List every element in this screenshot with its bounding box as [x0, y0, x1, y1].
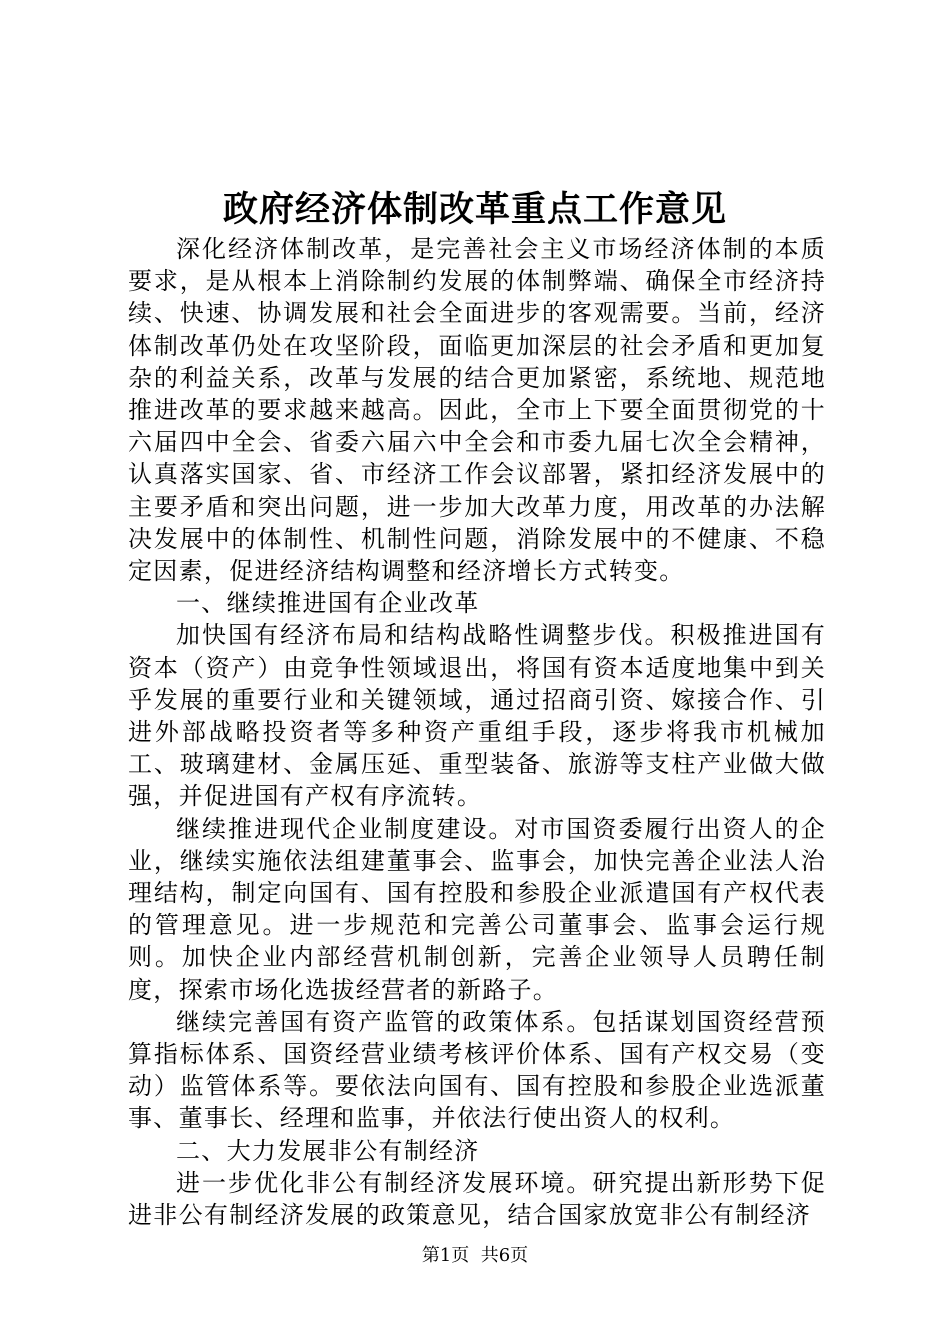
document-body — [128, 233, 826, 1231]
paragraph-2-1: 进一步优化非公有制经济发展环境。研究提出新形势下促进非公有制经济发展的政策意见，结合国家放宽非公有制经济 — [128, 1168, 826, 1230]
page-total: 共6页 — [480, 1245, 529, 1266]
page-footer — [0, 1244, 950, 1268]
page-number: 第1页 — [421, 1245, 470, 1266]
paragraph-intro: 深化经济体制改革，是完善社会主义市场经济体制的本质要求，是从根本上消除制约发展的体制弊端、确保全市经济持续、快速、协调发展和社会全面进步的客观需要。当前，经济体制改革仍处在攻坚阶段，面临更加深层的社会矛盾和更加复杂的利益关系，改革与发展的结合更加紧密，系统地、规范地推进改革的要求越来越高。因此，全市上下要全面贯彻党的十六届四中全会、省委六届六中全会和市委九届七次全会精神，认真落实国家、省、市经济工作会议部署，紧扣经济发展中的主要矛盾和突出问题，进一步加大改革力度，用改革的办法解决发展中的体制性、机制性问题，消除发展中的不健康、不稳定因素，促进经济结构调整和经济增长方式转变。 — [128, 235, 826, 586]
paragraph-1-3: 继续完善国有资产监管的政策体系。包括谋划国资经营预算指标体系、国资经营业绩考核评价体系、国有产权交易（变动）监管体系等。要依法向国有、国有控股和参股企业选派董事、董事长、经理和监事，并依法行使出资人的权利。 — [128, 1007, 826, 1133]
footer-gap — [469, 1245, 480, 1266]
section-heading-2: 二、大力发展非公有制经济 — [176, 1136, 480, 1165]
paragraph-1-1: 加快国有经济布局和结构战略性调整步伐。积极推进国有资本（资产）由竞争性领域退出，将国有资本适度地集中到关乎发展的重要行业和关键领域，通过招商引资、嫁接合作、引进外部战略投资者等多种资产重组手段，逐步将我市机械加工、玻璃建材、金属压延、重型装备、旅游等支柱产业做大做强，并促进国有产权有序流转。 — [128, 621, 826, 811]
section-heading-1: 一、继续推进国有企业改革 — [176, 589, 480, 618]
document-title: 政府经济体制改革重点工作意见 — [222, 189, 727, 230]
paragraph-1-2: 继续推进现代企业制度建设。对市国资委履行出资人的企业，继续实施依法组建董事会、监事会，加快完善企业法人治理结构，制定向国有、国有控股和参股企业派遣国有产权代表的管理意见。进一步规范和完善公司董事会、监事会运行规则。加快企业内部经营机制创新，完善企业领导人员聘任制度，探索市场化选拔经营者的新路子。 — [128, 814, 826, 1004]
